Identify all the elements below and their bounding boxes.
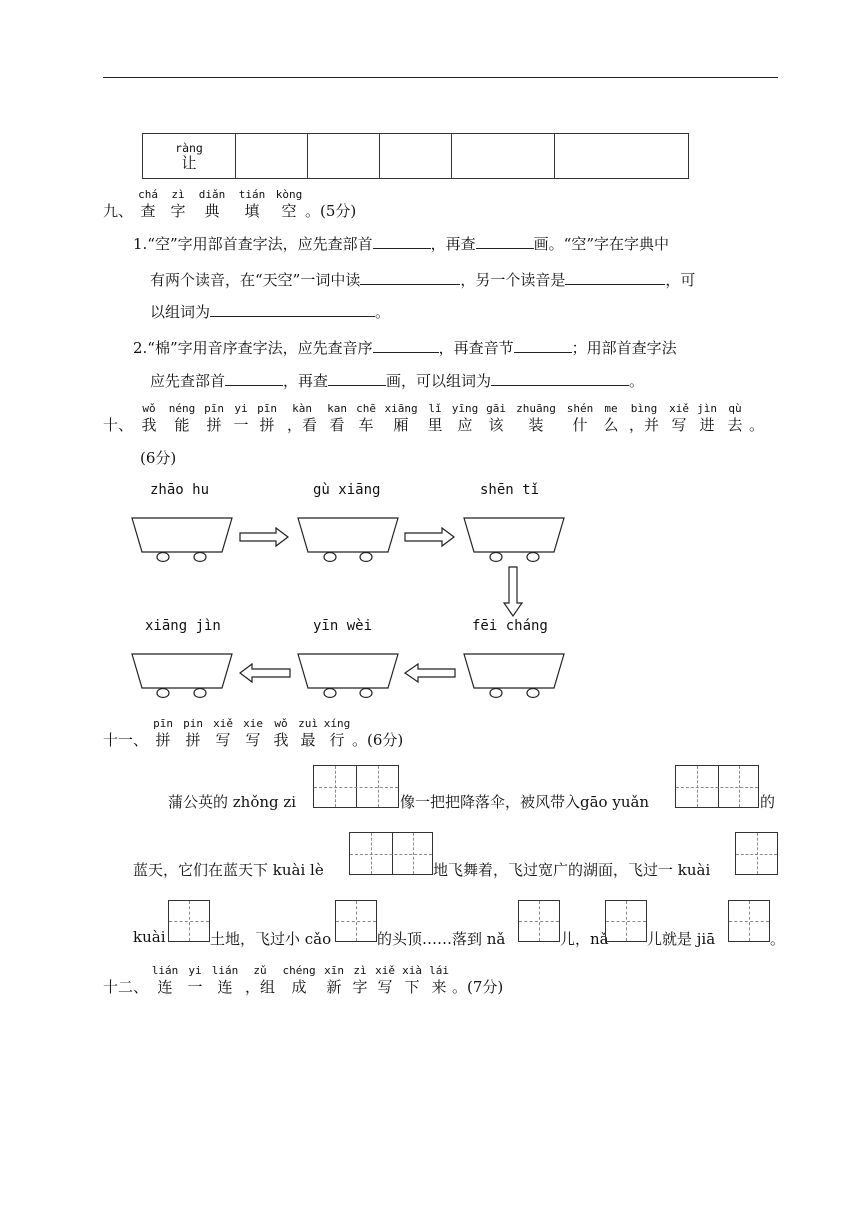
train-car-5[interactable] xyxy=(298,654,398,698)
s11-text: 儿，nǎ xyxy=(560,930,609,948)
arrow-down-icon xyxy=(504,567,522,616)
s11-text: 的头顶……落到 nǎ xyxy=(377,930,506,948)
s9-q2-line1: 2.“棉”字用音序查字法，应先查音序 ，再查音节 ；用部首查字法 xyxy=(133,339,677,357)
train-car-4[interactable] xyxy=(464,654,564,698)
arrow-left-icon xyxy=(240,664,290,682)
writing-grid-jia[interactable] xyxy=(728,900,770,942)
s11-text: 儿就是 jiā xyxy=(647,930,716,948)
s9-q1-line2: 有两个读音，在“天空”一词中读 ，另一个读音是 ，可 xyxy=(150,271,696,289)
section-12-title: 十二、 lián 连 yi 一 lián 连 zǔ ，组 chéng 成 xīn 新 zì 字 xiě 写 xià 下 lái 来 。(7分) xyxy=(103,964,504,996)
section-10-title: 十、 wǒ 我 néng 能 pīn 拼 yi 一 pīn 拼 kàn ，看 kan 看 chē 车 xiāng 厢 lǐ 里 yīng 应 gāi 该 zhuāng 装 shén 什 me 么 bìng ，并 xiě 写 jìn 进 qù 去 。 xyxy=(103,402,765,434)
section-9-title: 九、 chá 查 zì 字 diǎn 典 tián 填 kòng 空 。(5分) xyxy=(103,188,357,220)
table-cell-rang: ràng 让 xyxy=(143,134,236,179)
writing-grid-gaoyuan[interactable] xyxy=(675,765,759,808)
train-label: shēn tǐ xyxy=(480,482,540,498)
writing-grid-zhongzi[interactable] xyxy=(313,765,399,808)
arrow-right-icon xyxy=(240,528,288,546)
writing-grid-kuai1[interactable] xyxy=(735,832,778,875)
train-label: fēi cháng xyxy=(472,618,548,634)
s9-q1-line1: 1.“空”字用部首查字法，应先查部首 ，再查 画。“空”字在字典中 xyxy=(133,235,670,253)
s11-text: 地飞舞着，飞过宽广的湖面，飞过一 kuài xyxy=(433,861,711,879)
train-label: zhāo hu xyxy=(150,482,210,498)
writing-grid-na2[interactable] xyxy=(605,900,647,942)
train-label: gù xiāng xyxy=(313,482,381,498)
train-car-3[interactable] xyxy=(464,518,564,562)
s9-q2-line2: 应先查部首 ，再查 画，可以组词为 。 xyxy=(150,372,645,390)
s11-text: 蓝天，它们在蓝天下 kuài lè xyxy=(133,861,324,879)
s11-text: 。 xyxy=(770,930,786,948)
train-car-6[interactable] xyxy=(132,654,232,698)
train-car-2[interactable] xyxy=(298,518,398,562)
writing-grid-na1[interactable] xyxy=(518,900,560,942)
s9-q1-line3: 以组词为 。 xyxy=(150,303,391,321)
arrow-right-icon xyxy=(405,528,454,546)
train-label: yīn wèi xyxy=(313,618,373,634)
writing-grid-cao[interactable] xyxy=(335,900,377,942)
writing-grid-kuaile[interactable] xyxy=(349,832,433,875)
writing-grid-kuai2[interactable] xyxy=(168,900,210,942)
section-11-title: 十一、 pīn 拼 pin 拼 xiě 写 xie 写 wǒ 我 zuì 最 xíng 行 。(6分) xyxy=(103,717,404,749)
s11-text: 的 xyxy=(760,793,776,811)
section-10-score: (6分) xyxy=(140,449,177,467)
arrow-left-icon xyxy=(405,664,455,682)
train-label: xiāng jìn xyxy=(145,618,221,634)
s11-text: 蒲公英的 zhǒng zi xyxy=(168,793,297,811)
s11-text: 像一把把降落伞，被风带入gāo yuǎn xyxy=(400,793,650,811)
train-car-1[interactable] xyxy=(132,518,232,562)
s11-text: kuài xyxy=(133,928,166,946)
s11-text: 土地，飞过小 cǎo xyxy=(210,930,332,948)
